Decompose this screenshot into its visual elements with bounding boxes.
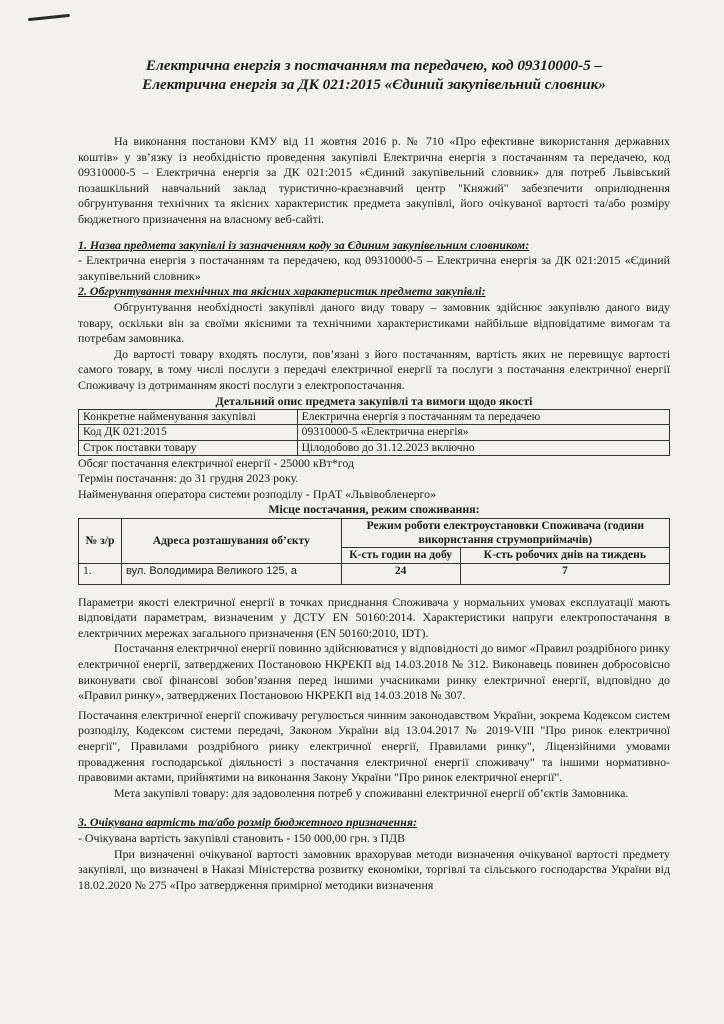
detail-table-caption: Детальний опис предмета закупівлі та вимоги щодо якості	[215, 393, 533, 408]
detail-table	[78, 409, 670, 456]
table-row	[79, 410, 670, 425]
header-hours: К-сть годин на добу	[341, 548, 460, 563]
header-days: К-сть робочих днів на тиждень	[460, 548, 669, 563]
header-number: № з/р	[79, 519, 122, 564]
section-1-heading: 1. Назва предмета закупівлі із зазначенням коду за Єдиним закупівельним словником:	[78, 237, 530, 252]
place-table-caption: Місце постачання, режим споживання:	[268, 502, 480, 517]
table-cell: Конкретне найменування закупівлі	[79, 410, 298, 425]
supply-paragraph-2: Постачання електричної енергії споживачу регулюється чинним законодавством України, зокрема Кодексом систем розподілу, Кодексом системи передачі, Законом України від 13.04.2017 № 2019-VIII "Про ринок електричної енергії", Правилами роздрібного ринку електричної енергії, Правилами ринку", Ліцензійними умовами провадження господарської діяльності з постачання електричної енергії споживачу" та іншими нормативно-правовими актами, прийнятими на виконання Закону України "Про ринок електричної енергії".	[78, 707, 670, 785]
table-row	[79, 563, 670, 584]
document-page	[78, 56, 670, 893]
title-line-2: Електрична енергія за ДК 021:2015 «Єдиний закупівельний словник»	[142, 76, 606, 93]
table-cell: Цілодобово до 31.12.2023 включно	[297, 440, 669, 455]
table-cell: Електрична енергія з постачанням та передачею	[297, 410, 669, 425]
row-days: 7	[460, 563, 669, 584]
supply-paragraph-1: Постачання електричної енергії повинно здійснюватися у відповідності до вимог «Правил роздрібного ринку електричної енергії, затверджених Постановою НКРЕКП від 14.03.2018 № 312. Виконавець повинен добросовісно виконувати свої фінансові зобов’язання перед іншими учасниками ринку електричної енергії, відповідно до «Правил ринку», затверджених Постановою НКРЕКП від 14.03.2018 № 307.	[78, 641, 670, 703]
section-2-paragraph-2: До вартості товару входять послуги, пов’язані з його постачанням, вартість яких не перевищує вартості самого товару, в тому числі послуги з передачі електричної енергії та послуги з постачання електричної енергії Споживачу із дотриманням якості послуги з електропостачання.	[78, 346, 670, 392]
section-1-text: - Електрична енергія з постачанням та передачею, код 09310000-5 – Електрична енергія за ДК 021:2015 «Єдиний закупівельний словник»	[78, 253, 670, 283]
quality-params-paragraph: Параметри якості електричної енергії в точках приєднання Споживача у нормальних умовах експлуатації мають відповідати параметрам, визначеним у ДСТУ EN 50160:2014. Характеристики напруги електропостачання в електричних мережах загального призначення (EN 50160:2010, IDT).	[78, 594, 670, 640]
table-row	[79, 425, 670, 440]
section-2-paragraph-1: Обгрунтування необхідності закупівлі даного виду товару – замовник здійснює закупівлю даного виду товару, оскільки він за своїми якісними та технічними характеристиками найбільше відповідатиме вимогам та потребам замовника.	[78, 299, 670, 346]
intro-paragraph: На виконання постанови КМУ від 11 жовтня 2016 р. № 710 «Про ефективне використання державних коштів» у зв’язку із необхідністю проведення закупівлі Електрична енергія з постачанням та передачею, код 09310000-5 – Електрична енергія за ДК 021:2015 «Єдиний закупівельний словник» для потреб Львівський позашкільний навчальний заклад туристично-краєзнавчий центр "Княжий" забезпечити оприлюднення обгрунтування технічних та якісних характеристик предмета закупівлі, його очікуваної вартості та/або розміру бюджетного призначення на власному веб-сайті.	[78, 134, 670, 226]
header-mode: Режим роботи електроустановки Споживача (години використання струмоприймачів)	[341, 519, 669, 548]
operator-line: Найменування оператора системи розподілу - ПрАТ «Львівобленерго»	[78, 486, 437, 501]
section-3-text: При визначенні очікуваної вартості замовник врахорував методи визначення очікуваної вартості предмету закупівлі, що визначені в Наказі Міністерства розвитку економіки, торгівлі та сільського господарства України від 18.02.2020 № 275 «Про затвердження примірної методики визначення	[78, 846, 670, 892]
table-header-row	[79, 519, 670, 548]
document-title	[78, 56, 670, 94]
table-cell: Строк поставки товару	[79, 440, 298, 455]
scan-pen-mark	[28, 14, 70, 21]
volume-line: Обсяг постачання електричної енергії - 25000 кВт*год	[78, 455, 355, 470]
row-number: 1.	[79, 563, 122, 584]
term-line: Термін постачання: до 31 грудня 2023 року.	[78, 471, 299, 486]
place-table	[78, 518, 670, 585]
row-address: вул. Володимира Великого 125, а	[122, 563, 342, 584]
table-cell: Код ДК 021:2015	[79, 425, 298, 440]
table-cell: 09310000-5 «Електрична енергія»	[297, 425, 669, 440]
title-line-1: Електрична енергія з постачанням та передачею, код 09310000-5 –	[145, 57, 603, 74]
expected-cost-line: - Очікувана вартість закупівлі становить - 150 000,00 грн. з ПДВ	[78, 831, 406, 845]
table-row	[79, 440, 670, 455]
section-3-heading: 3. Очікувана вартість та/або розмір бюджетного призначення:	[78, 815, 417, 830]
purpose-paragraph: Мета закупівлі товару: для задоволення потреб у споживанні електричної енергії об’єктів Замовника.	[114, 785, 629, 800]
header-address: Адреса розташування об’єкту	[122, 519, 342, 564]
row-hours: 24	[341, 563, 460, 584]
section-2-heading: 2. Обгрунтування технічних та якісних характеристик предмета закупівлі:	[78, 284, 486, 299]
